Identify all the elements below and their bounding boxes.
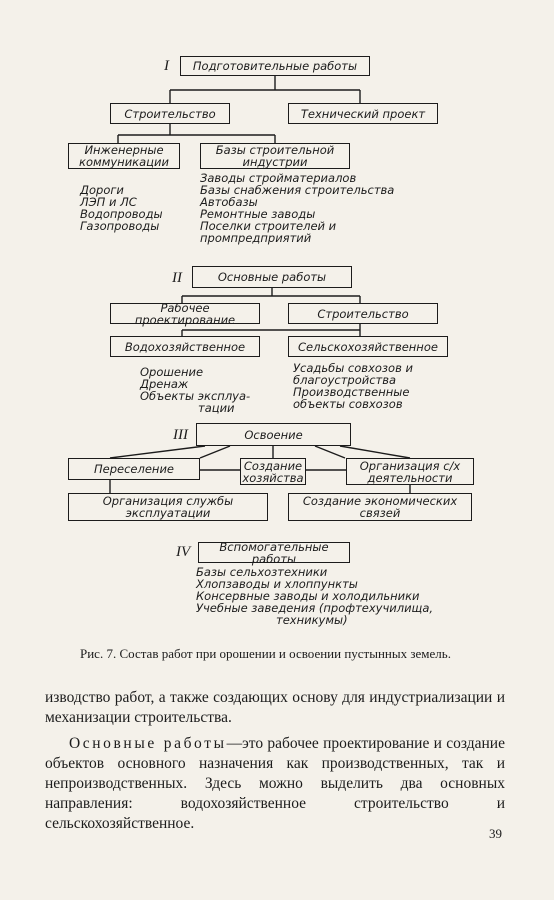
list-agricultural-items bbox=[293, 362, 413, 410]
list-item: Автобазы bbox=[200, 195, 258, 209]
list-item: Водопроводы bbox=[80, 207, 163, 221]
list-item: Базы снабжения строительства bbox=[200, 183, 395, 197]
list-item: Газопроводы bbox=[80, 219, 160, 233]
list-item: Дренаж bbox=[140, 377, 189, 391]
box-auxiliary-works: Вспомогательные работы bbox=[198, 542, 350, 563]
list-industry-items bbox=[200, 172, 394, 244]
box-operation-service-organization: Организация службы эксплуатации bbox=[68, 493, 268, 521]
figure-caption: Рис. 7. Состав работ при орошении и освоении пустынных земель. bbox=[80, 646, 451, 661]
list-item: техникумы) bbox=[276, 613, 348, 627]
stage-numeral-3: III bbox=[173, 427, 188, 443]
box-engineering-communications: Инженерные коммуникации bbox=[68, 143, 180, 169]
connector-line bbox=[200, 446, 230, 458]
box-agricultural: Сельскохозяйственное bbox=[288, 336, 448, 357]
box-development: Освоение bbox=[196, 423, 351, 446]
list-water-items bbox=[140, 366, 250, 414]
list-item: Дороги bbox=[80, 183, 124, 197]
stage-numeral-2: II bbox=[172, 270, 182, 286]
list-item: Объекты эксплуа- bbox=[140, 389, 251, 403]
box-economic-links: Создание экономических связей bbox=[288, 493, 472, 521]
list-item: Поселки строителей и bbox=[200, 219, 337, 233]
list-item: Усадьбы совхозов и bbox=[293, 361, 413, 375]
box-preparatory-works: Подготовительные работы bbox=[180, 56, 370, 76]
paragraph-1: изводство работ, а также создающих основу для индустриализации и механизации строительства. bbox=[45, 689, 505, 726]
list-item: Орошение bbox=[140, 365, 204, 379]
list-item: Ремонтные заводы bbox=[200, 207, 316, 221]
list-item: тации bbox=[198, 401, 235, 415]
page-number: 39 bbox=[489, 826, 502, 841]
box-working-design: Рабочее проектирование bbox=[110, 303, 260, 324]
box-construction: Строительство bbox=[110, 103, 230, 124]
list-item: промпредприятий bbox=[200, 231, 312, 245]
paragraph-2-lead: Основные работы bbox=[69, 735, 227, 752]
list-item: Хлопзаводы и хлоппункты bbox=[196, 577, 358, 591]
box-resettlement: Переселение bbox=[68, 458, 200, 480]
connector-line bbox=[315, 446, 345, 458]
list-engineering-items bbox=[80, 184, 163, 232]
list-item: Консервные заводы и холодильники bbox=[196, 589, 420, 603]
box-construction-industry-bases: Базы строительной индустрии bbox=[200, 143, 350, 169]
box-water-management: Водохозяйственное bbox=[110, 336, 260, 357]
list-item: Заводы стройматериалов bbox=[200, 171, 357, 185]
paragraph-2-text: —это рабочее проектирование и создание объектов основного назначения как производственных, так и непроизводственных. Здесь можно выделить два основных направления: водохозяйственное строительство и сельскохозяйственное. bbox=[45, 735, 505, 832]
box-farm-creation: Создание хозяйства bbox=[240, 458, 306, 485]
box-agri-activity-organization: Организация с/х деятельности bbox=[346, 458, 474, 485]
list-item: Учебные заведения (профтехучилища, bbox=[196, 601, 434, 615]
paragraph-2 bbox=[45, 734, 505, 834]
list-item: объекты совхозов bbox=[293, 397, 403, 411]
list-item: ЛЭП и ЛС bbox=[80, 195, 137, 209]
connector-line bbox=[340, 446, 410, 458]
connector-line bbox=[110, 446, 205, 458]
box-main-works: Основные работы bbox=[192, 266, 352, 288]
stage-numeral-1: I bbox=[164, 58, 169, 74]
list-auxiliary-items bbox=[196, 566, 433, 626]
box-main-construction: Строительство bbox=[288, 303, 438, 324]
list-item: Базы сельхозтехники bbox=[196, 565, 328, 579]
box-technical-project: Технический проект bbox=[288, 103, 438, 124]
stage-numeral-4: IV bbox=[176, 544, 191, 560]
list-item: Производственные bbox=[293, 385, 410, 399]
list-item: благоустройства bbox=[293, 373, 397, 387]
